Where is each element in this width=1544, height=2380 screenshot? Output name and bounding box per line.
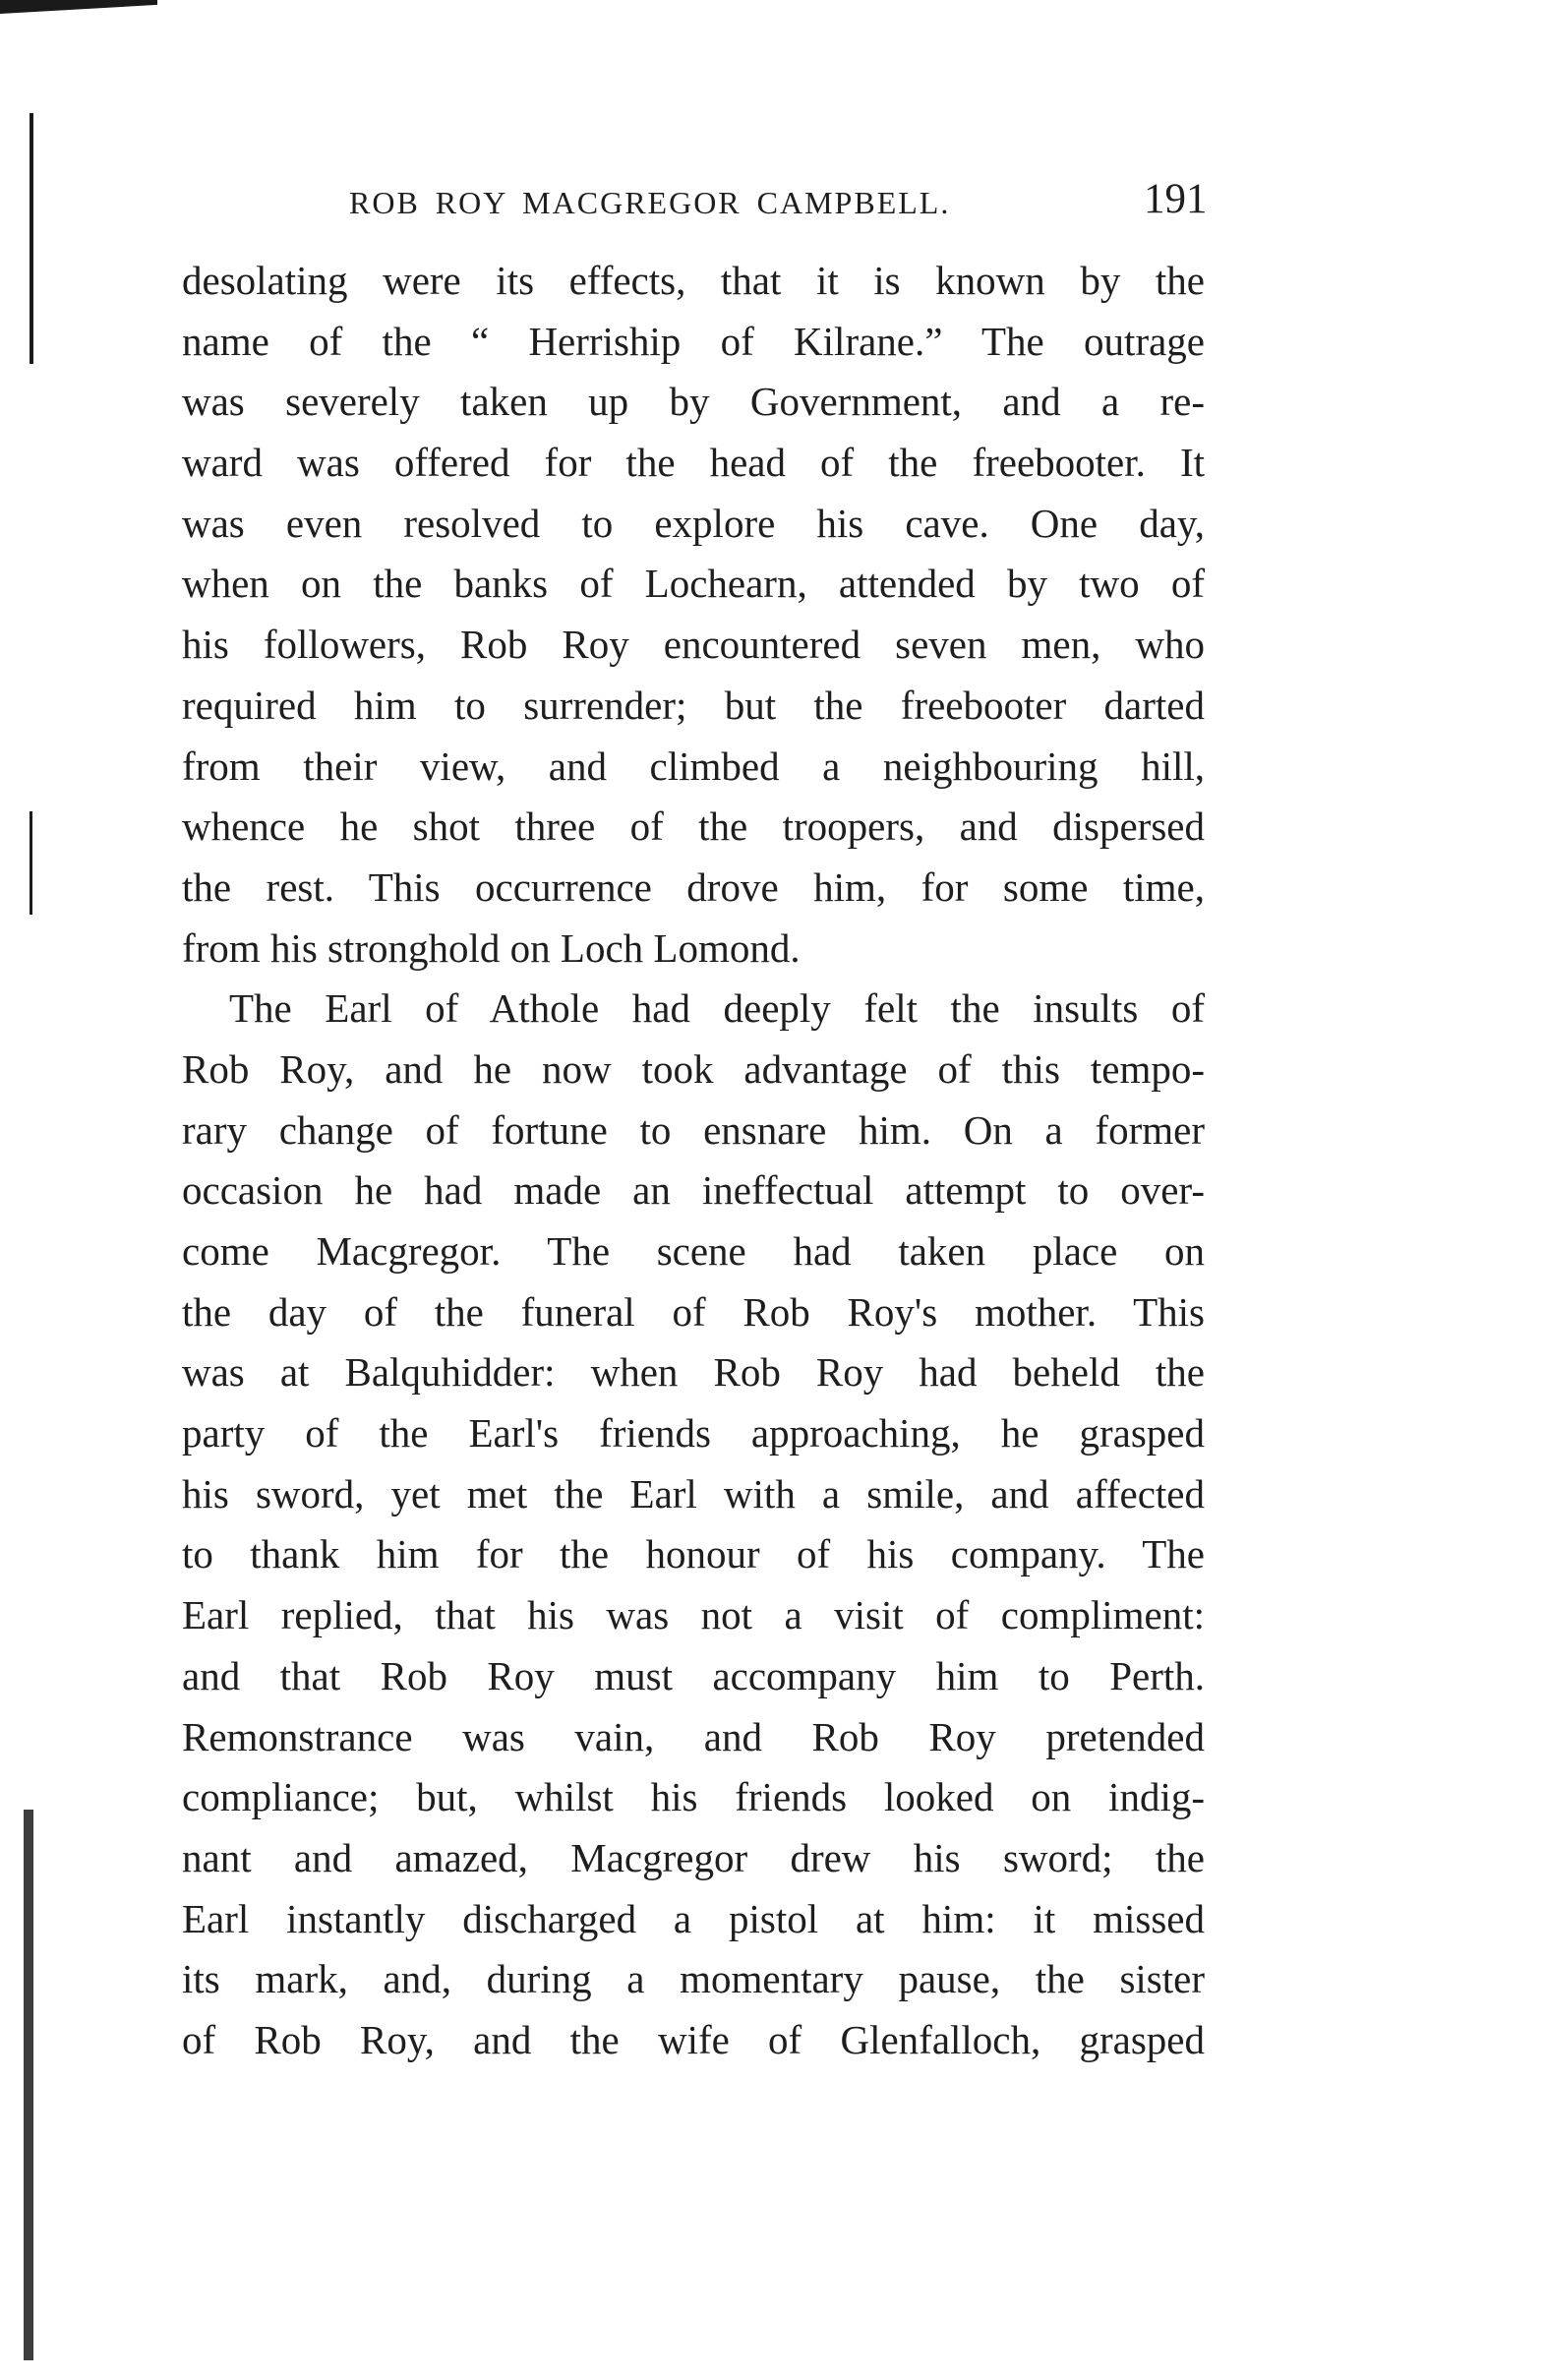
text-line: from their view, and climbed a neighbouring hill, xyxy=(182,743,1205,789)
running-head: ROB ROY MACGREGOR CAMPBELL. xyxy=(349,185,951,220)
page-number: 191 xyxy=(1144,176,1208,222)
scan-edge-line-bottom xyxy=(24,1810,33,2360)
paragraph-2 xyxy=(182,979,1205,2070)
text-line: party of the Earl's friends approaching, he grasped xyxy=(182,1410,1205,1457)
text-line: and that Rob Roy must accompany him to Perth. xyxy=(182,1652,1205,1698)
scan-edge-line-top xyxy=(30,113,33,364)
scan-edge-line-middle xyxy=(30,811,32,915)
text-line: occasion he had made an ineffectual attempt to over- xyxy=(182,1167,1205,1214)
text-line: required him to surrender; but the freebooter darted xyxy=(182,682,1205,728)
text-line: Earl replied, that his was not a visit of compliment: xyxy=(182,1592,1205,1638)
text-line: of Rob Roy, and the wife of Glenfalloch, grasped xyxy=(182,2016,1205,2062)
text-line: its mark, and, during a momentary pause, the sister xyxy=(182,1956,1205,2002)
text-line: Remonstrance was vain, and Rob Roy pretended xyxy=(182,1713,1205,1759)
text-line: was at Balquhidder: when Rob Roy had beheld the xyxy=(182,1349,1205,1396)
text-line: rary change of fortune to ensnare him. On a former xyxy=(182,1106,1205,1153)
text-line: ward was offered for the head of the freebooter. It xyxy=(182,440,1205,486)
page-header xyxy=(0,175,1544,234)
text-line: the rest. This occurrence drove him, for some time, xyxy=(182,863,1205,910)
text-line: compliance; but, whilst his friends looked on indig- xyxy=(182,1774,1205,1820)
text-line: his sword, yet met the Earl with a smile, and affected xyxy=(182,1470,1205,1517)
text-line: from his stronghold on Loch Lomond. xyxy=(182,924,801,971)
text-line: nant and amazed, Macgregor drew his sword; the xyxy=(182,1834,1205,1880)
text-line: come Macgregor. The scene had taken place on xyxy=(182,1228,1205,1274)
scan-corner-mark xyxy=(0,0,157,14)
text-line: Earl instantly discharged a pistol at him: it missed xyxy=(182,1895,1205,1941)
text-line: was severely taken up by Government, and a re- xyxy=(182,379,1205,425)
text-line: The Earl of Athole had deeply felt the insults of xyxy=(229,985,1205,1032)
text-line: his followers, Rob Roy encountered seven men, who xyxy=(182,622,1205,668)
text-line: the day of the funeral of Rob Roy's mother. This xyxy=(182,1288,1205,1335)
text-line: whence he shot three of the troopers, and dispersed xyxy=(182,803,1205,850)
text-line: Rob Roy, and he now took advantage of this tempo- xyxy=(182,1045,1205,1092)
text-line: when on the banks of Lochearn, attended by two of xyxy=(182,561,1205,607)
text-line: desolating were its effects, that it is known by the xyxy=(182,258,1205,303)
text-line: name of the “ Herriship of Kilrane.” The outrage xyxy=(182,318,1205,364)
text-line: to thank him for the honour of his company. The xyxy=(182,1531,1205,1577)
paragraph-1 xyxy=(182,251,1205,979)
text-line: was even resolved to explore his cave. One day, xyxy=(182,500,1205,546)
body-text xyxy=(182,251,1205,2071)
